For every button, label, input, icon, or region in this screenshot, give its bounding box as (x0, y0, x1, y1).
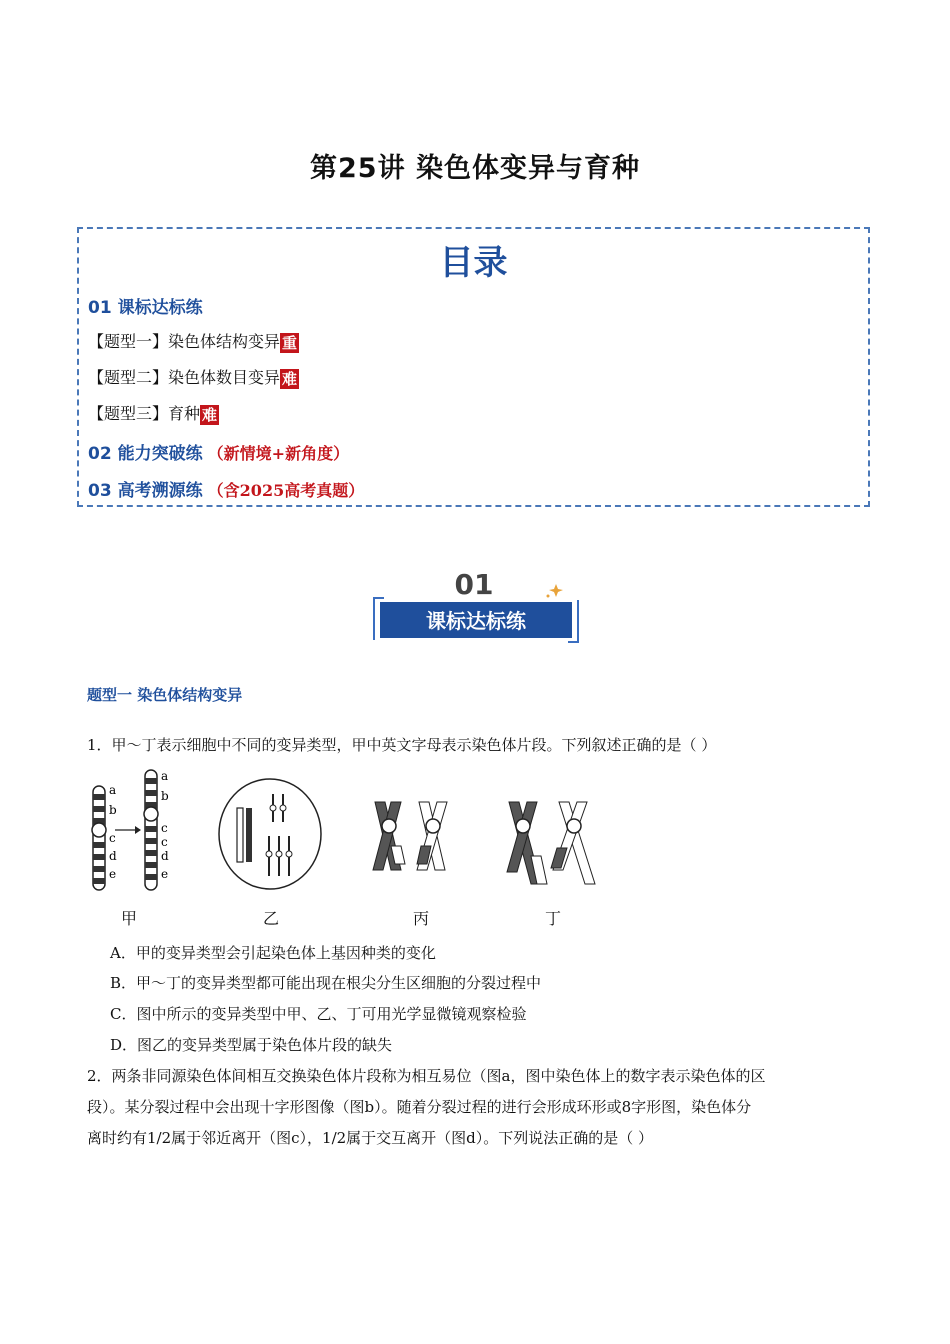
chromosome-original (92, 783, 117, 890)
toc-item-3[interactable] (88, 401, 219, 425)
svg-text:e: e (109, 867, 117, 881)
svg-text:c: c (161, 821, 168, 835)
toc-section-3[interactable] (88, 476, 364, 501)
toc-section-1[interactable]: 01 课标达标练 (88, 298, 203, 318)
section-heading: 题型一 染色体结构变异 (87, 686, 243, 704)
question-2-line: 离时约有1/2属于邻近离开（图c），1/2属于交互离开（图d）。下列说法正确的是（ ） (87, 1129, 654, 1147)
section-banner (370, 566, 582, 646)
toc-heading: 目录 (439, 243, 508, 283)
translocation-diagram-ding (507, 802, 595, 884)
svg-text:a: a (109, 783, 117, 797)
figure-caption: 丙 (413, 909, 430, 928)
svg-text:d: d (109, 849, 117, 863)
banner-label: 课标达标练 (426, 609, 526, 633)
difficulty-badge: 难 (282, 369, 298, 388)
cell-diagram (219, 779, 321, 889)
toc-item-2[interactable] (88, 365, 299, 389)
difficulty-badge: 难 (202, 405, 218, 424)
question-1-figure (87, 764, 617, 929)
chromosome-duplicated (144, 769, 169, 890)
svg-text:b: b (109, 803, 117, 817)
svg-text:a: a (161, 769, 169, 783)
difficulty-badge: 重 (282, 333, 298, 352)
question-1-stem: 1．甲～丁表示细胞中不同的变异类型，甲中英文字母表示染色体片段。下列叙述正确的是（ ） (87, 736, 717, 754)
figure-caption: 甲 (121, 909, 138, 928)
arrow-icon (135, 826, 141, 834)
toc-item-1[interactable] (88, 329, 299, 353)
svg-text:b: b (161, 789, 169, 803)
question-2-line: 段）。某分裂过程中会出现十字形图像（图b）。随着分裂过程的进行会形成环形或8字形图，染色体分 (87, 1098, 752, 1116)
figure-caption: 丁 (545, 909, 562, 928)
toc-item-label: 【题型三】育种 (88, 404, 201, 423)
toc-item-label: 【题型一】染色体结构变异 (88, 332, 281, 351)
table-of-contents (77, 227, 870, 507)
toc-section-note: （含2025高考真题） (207, 481, 365, 500)
option-b[interactable]: B．甲～丁的变异类型都可能出现在根尖分生区细胞的分裂过程中 (110, 974, 542, 992)
toc-section-label: 02 能力突破练 (88, 444, 203, 464)
question-2-line: 2．两条非同源染色体间相互交换染色体片段称为相互易位（图a，图中染色体上的数字表示染色体的区 (87, 1067, 766, 1085)
banner-number: 01 (454, 568, 494, 601)
option-c[interactable]: C．图中所示的变异类型中甲、乙、丁可用光学显微镜观察检验 (110, 1005, 527, 1023)
translocation-diagram-bing (373, 802, 447, 870)
option-d[interactable]: D．图乙的变异类型属于染色体片段的缺失 (110, 1036, 393, 1054)
sparkle-icon (549, 584, 563, 597)
toc-section-2[interactable] (88, 439, 349, 464)
svg-text:e: e (161, 867, 169, 881)
page-title: 第25讲 染色体变异与育种 (310, 153, 640, 184)
toc-section-label: 03 高考溯源练 (88, 481, 203, 501)
toc-section-note: （新情境+新角度） (207, 444, 350, 463)
option-a[interactable]: A．甲的变异类型会引起染色体上基因种类的变化 (110, 944, 436, 962)
figure-caption: 乙 (263, 909, 280, 928)
toc-item-label: 【题型二】染色体数目变异 (88, 368, 281, 387)
svg-text:c: c (109, 831, 116, 845)
svg-text:d: d (161, 849, 169, 863)
svg-text:c: c (161, 835, 168, 849)
